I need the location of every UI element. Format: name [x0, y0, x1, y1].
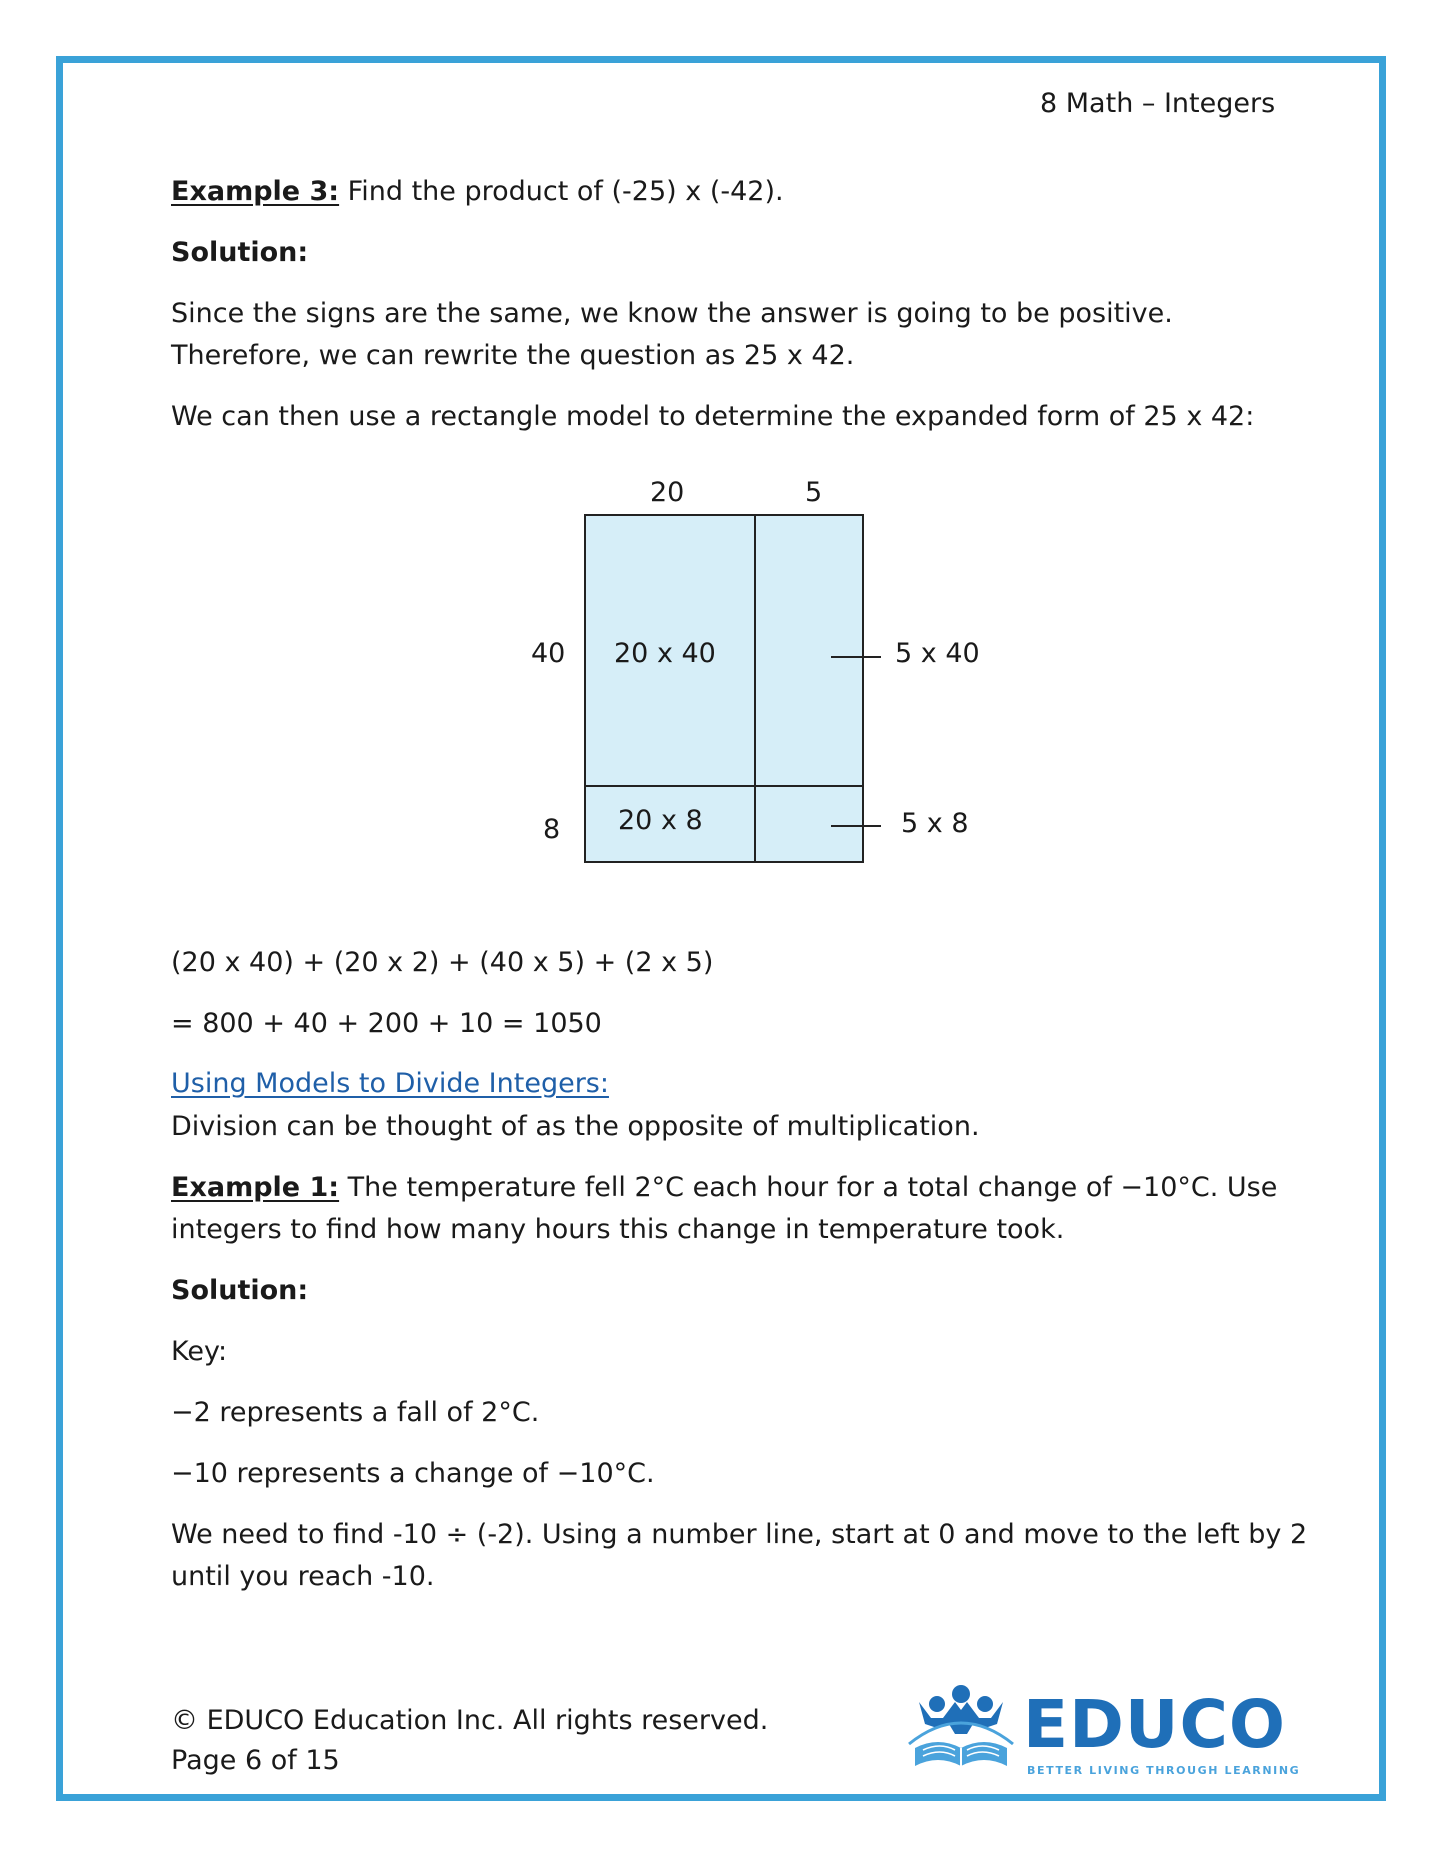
diagram-side-top-label: 40 — [531, 638, 566, 669]
expansion-line1: (20 x 40) + (20 x 2) + (40 x 5) + (2 x 5) — [171, 947, 714, 978]
diagram-side-bottom-label: 8 — [543, 814, 561, 845]
diagram-top-left-label: 20 — [650, 477, 685, 508]
division-heading: Using Models to Divide Integers: — [171, 1068, 609, 1099]
example3-label: Example 3: — [171, 176, 340, 207]
cell-bottom-right — [754, 785, 864, 863]
diagram-top-right-label: 5 — [805, 477, 823, 508]
example3-solution-label: Solution: — [171, 237, 309, 268]
example1-key-label: Key: — [171, 1336, 228, 1367]
example3-line — [171, 174, 784, 210]
example3-para1-line1: Since the signs are the same, we know the answer is going to be positive. — [171, 298, 1173, 329]
example1-key1: −2 represents a fall of 2°C. — [171, 1397, 540, 1428]
cell-top-left-label: 20 x 40 — [614, 638, 716, 669]
example1-solution-label: Solution: — [171, 1275, 309, 1306]
example1-text-line1: The temperature fell 2°C each hour for a total change of −10°C. Use — [339, 1172, 1278, 1203]
page-header-title: 8 Math – Integers — [1040, 88, 1276, 119]
footer-copyright: © EDUCO Education Inc. All rights reserved. — [171, 1705, 769, 1736]
example1-line1 — [171, 1170, 1277, 1206]
example3-text: Find the product of (-25) x (-42). — [339, 176, 784, 207]
division-intro: Division can be thought of as the opposite of multiplication. — [171, 1111, 980, 1142]
example1-label: Example 1: — [171, 1172, 340, 1203]
expansion-line2: = 800 + 40 + 200 + 10 = 1050 — [171, 1008, 602, 1039]
educo-logo — [905, 1684, 1301, 1780]
cell-top-right — [754, 514, 864, 787]
educo-logo-icon — [905, 1684, 1017, 1780]
callout-bottom-right-label: 5 x 8 — [901, 808, 969, 839]
example1-key2: −10 represents a change of −10°C. — [171, 1458, 655, 1489]
example1-final-line2: until you reach -10. — [171, 1561, 435, 1592]
callout-top-right-label: 5 x 40 — [895, 638, 980, 669]
educo-logo-wordmark: EDUCO — [1023, 1686, 1287, 1763]
example3-para2: We can then use a rectangle model to determine the expanded form of 25 x 42: — [171, 401, 1255, 432]
callout-line-bottom — [831, 825, 881, 827]
cell-bottom-left-label: 20 x 8 — [618, 805, 703, 836]
educo-logo-tagline: BETTER LIVING THROUGH LEARNING — [1027, 1764, 1301, 1777]
example3-para1-line2: Therefore, we can rewrite the question as 25 x 42. — [171, 340, 855, 371]
callout-line-top — [831, 656, 881, 658]
footer-page-number: Page 6 of 15 — [171, 1745, 340, 1776]
example1-final-line1: We need to find -10 ÷ (-2). Using a number line, start at 0 and move to the left by 2 — [171, 1519, 1308, 1550]
example1-text-line2: integers to find how many hours this change in temperature took. — [171, 1214, 1065, 1245]
